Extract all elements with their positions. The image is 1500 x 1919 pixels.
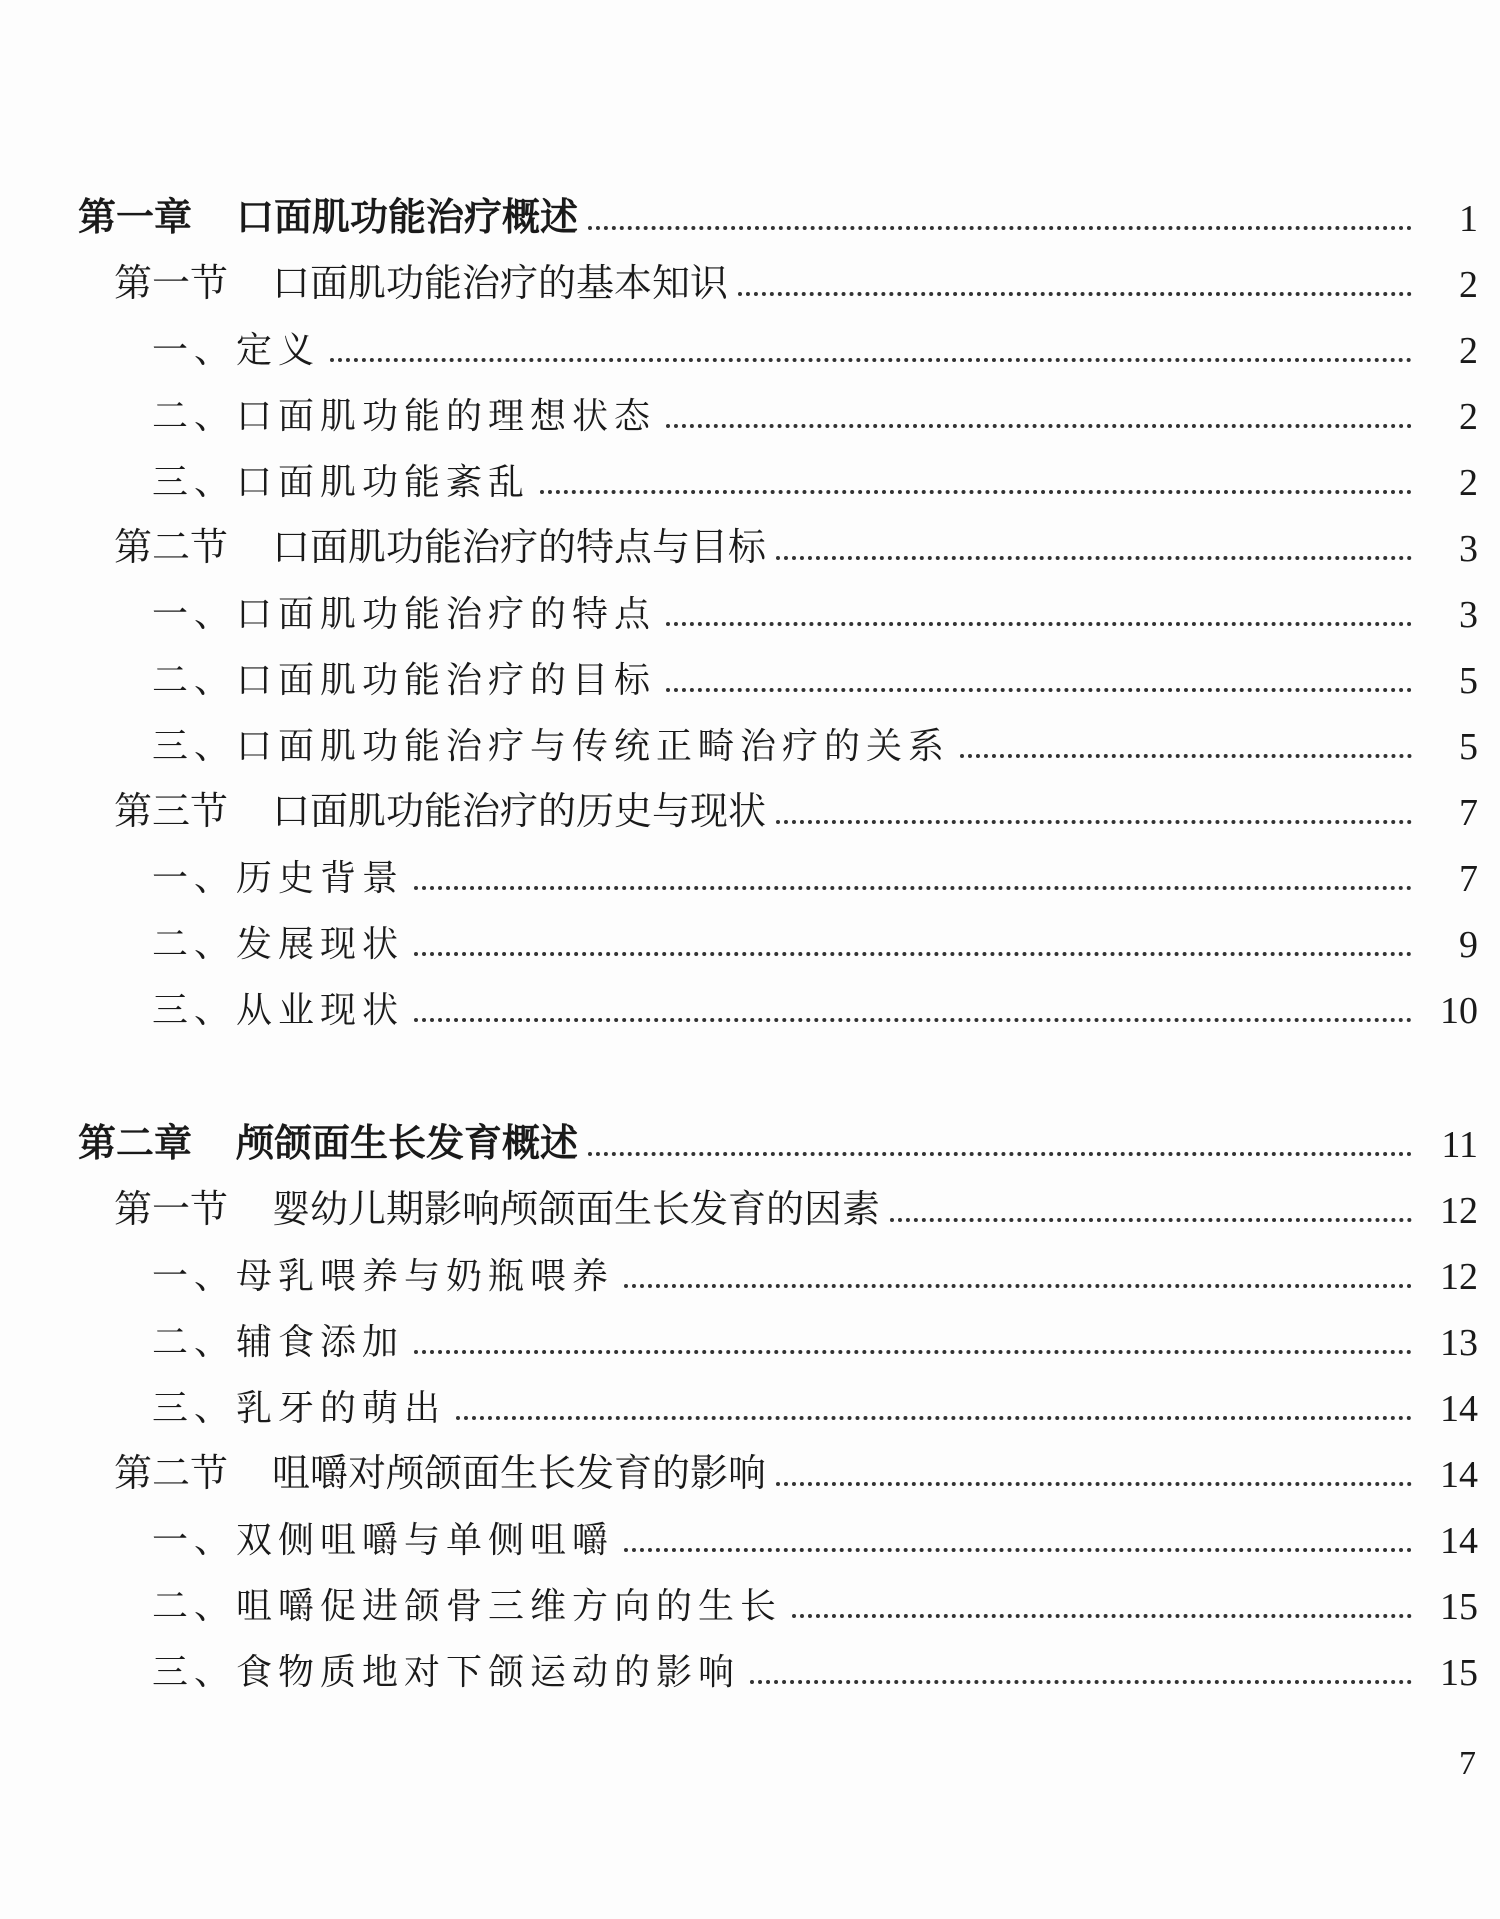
toc-chapter-2[interactable] [78,1101,1478,1167]
page-ref: 2 [1459,462,1478,504]
toc-item[interactable] [78,1563,1478,1629]
section-label: 第一节 [114,1187,229,1231]
item-title: 三、食物质地对下颌运动的影响 [152,1652,741,1693]
leader-dots [330,358,1412,362]
leader-dots [666,424,1412,428]
toc-item[interactable] [78,571,1478,637]
leader-dots [738,292,1412,296]
toc-item[interactable] [78,835,1478,901]
leader-dots [588,1152,1412,1156]
leader-dots [624,1284,1412,1288]
section-title: 婴幼儿期影响颅颌面生长发育的因素 [272,1187,881,1231]
toc-item[interactable] [78,703,1478,769]
chapter-title: 颅颌面生长发育概述 [236,1121,579,1165]
page-ref: 12 [1440,1190,1478,1232]
leader-dots [540,490,1412,494]
toc-item[interactable] [78,1629,1478,1695]
page-ref: 14 [1440,1388,1478,1430]
item-title: 一、双侧咀嚼与单侧咀嚼 [152,1520,615,1561]
leader-dots [414,952,1412,956]
item-title: 三、从业现状 [152,990,405,1031]
page-ref: 1 [1459,198,1478,240]
leader-dots [588,226,1412,230]
toc-item[interactable] [78,307,1478,373]
page-ref: 10 [1440,990,1478,1032]
toc-chapter-1[interactable] [78,175,1478,241]
page-ref: 2 [1459,330,1478,372]
toc-item[interactable] [78,439,1478,505]
page-ref: 2 [1459,264,1478,306]
toc-item[interactable] [78,637,1478,703]
toc-item[interactable] [78,1233,1478,1299]
page-ref: 15 [1440,1586,1478,1628]
leader-dots [792,1614,1412,1618]
toc-section[interactable] [78,1431,1478,1497]
leader-dots [750,1680,1412,1684]
toc-section[interactable] [78,505,1478,571]
item-title: 二、咀嚼促进颌骨三维方向的生长 [152,1586,783,1627]
toc-item[interactable] [78,1365,1478,1431]
leader-dots [456,1416,1412,1420]
chapter-title: 口面肌功能治疗概述 [236,195,579,239]
page-ref: 7 [1459,858,1478,900]
page-ref: 3 [1459,594,1478,636]
item-title: 二、发展现状 [152,924,405,965]
item-title: 一、定义 [152,330,321,371]
item-title: 一、历史背景 [152,858,405,899]
chapter-label: 第一章 [78,195,193,239]
item-title: 三、口面肌功能紊乱 [152,462,531,503]
leader-dots [414,1350,1412,1354]
leader-dots [776,820,1412,824]
table-of-contents [78,175,1478,1695]
item-title: 一、母乳喂养与奶瓶喂养 [152,1256,615,1297]
chapter-label: 第二章 [78,1121,193,1165]
toc-item[interactable] [78,1497,1478,1563]
toc-item[interactable] [78,967,1478,1033]
page-number: 7 [1459,1745,1476,1782]
item-title: 二、辅食添加 [152,1322,405,1363]
page-ref: 11 [1441,1124,1478,1166]
section-title: 口面肌功能治疗的特点与目标 [272,525,767,569]
toc-item[interactable] [78,373,1478,439]
section-label: 第一节 [114,261,229,305]
section-title: 咀嚼对颅颌面生长发育的影响 [272,1451,767,1495]
section-title: 口面肌功能治疗的基本知识 [272,261,729,305]
item-title: 三、口面肌功能治疗与传统正畸治疗的关系 [152,726,951,767]
page-ref: 12 [1440,1256,1478,1298]
item-title: 三、乳牙的萌出 [152,1388,447,1429]
leader-dots [624,1548,1412,1552]
page-ref: 14 [1440,1454,1478,1496]
page-ref: 15 [1440,1652,1478,1694]
item-title: 二、口面肌功能的理想状态 [152,396,657,437]
toc-section[interactable] [78,241,1478,307]
toc-item[interactable] [78,1299,1478,1365]
leader-dots [414,1018,1412,1022]
page-ref: 14 [1440,1520,1478,1562]
leader-dots [960,754,1412,758]
leader-dots [776,1482,1412,1486]
toc-section[interactable] [78,1167,1478,1233]
leader-dots [890,1218,1412,1222]
leader-dots [666,688,1412,692]
item-title: 一、口面肌功能治疗的特点 [152,594,657,635]
page-ref: 5 [1459,726,1478,768]
section-label: 第二节 [114,525,229,569]
toc-section[interactable] [78,769,1478,835]
section-label: 第三节 [114,789,229,833]
toc-item[interactable] [78,901,1478,967]
page-ref: 9 [1459,924,1478,966]
page-ref: 5 [1459,660,1478,702]
page-ref: 3 [1459,528,1478,570]
page-ref: 13 [1440,1322,1478,1364]
section-label: 第二节 [114,1451,229,1495]
page-ref: 7 [1459,792,1478,834]
item-title: 二、口面肌功能治疗的目标 [152,660,657,701]
chapter-spacer [78,1033,1478,1101]
page-ref: 2 [1459,396,1478,438]
leader-dots [776,556,1412,560]
leader-dots [414,886,1412,890]
section-title: 口面肌功能治疗的历史与现状 [272,789,767,833]
leader-dots [666,622,1412,626]
